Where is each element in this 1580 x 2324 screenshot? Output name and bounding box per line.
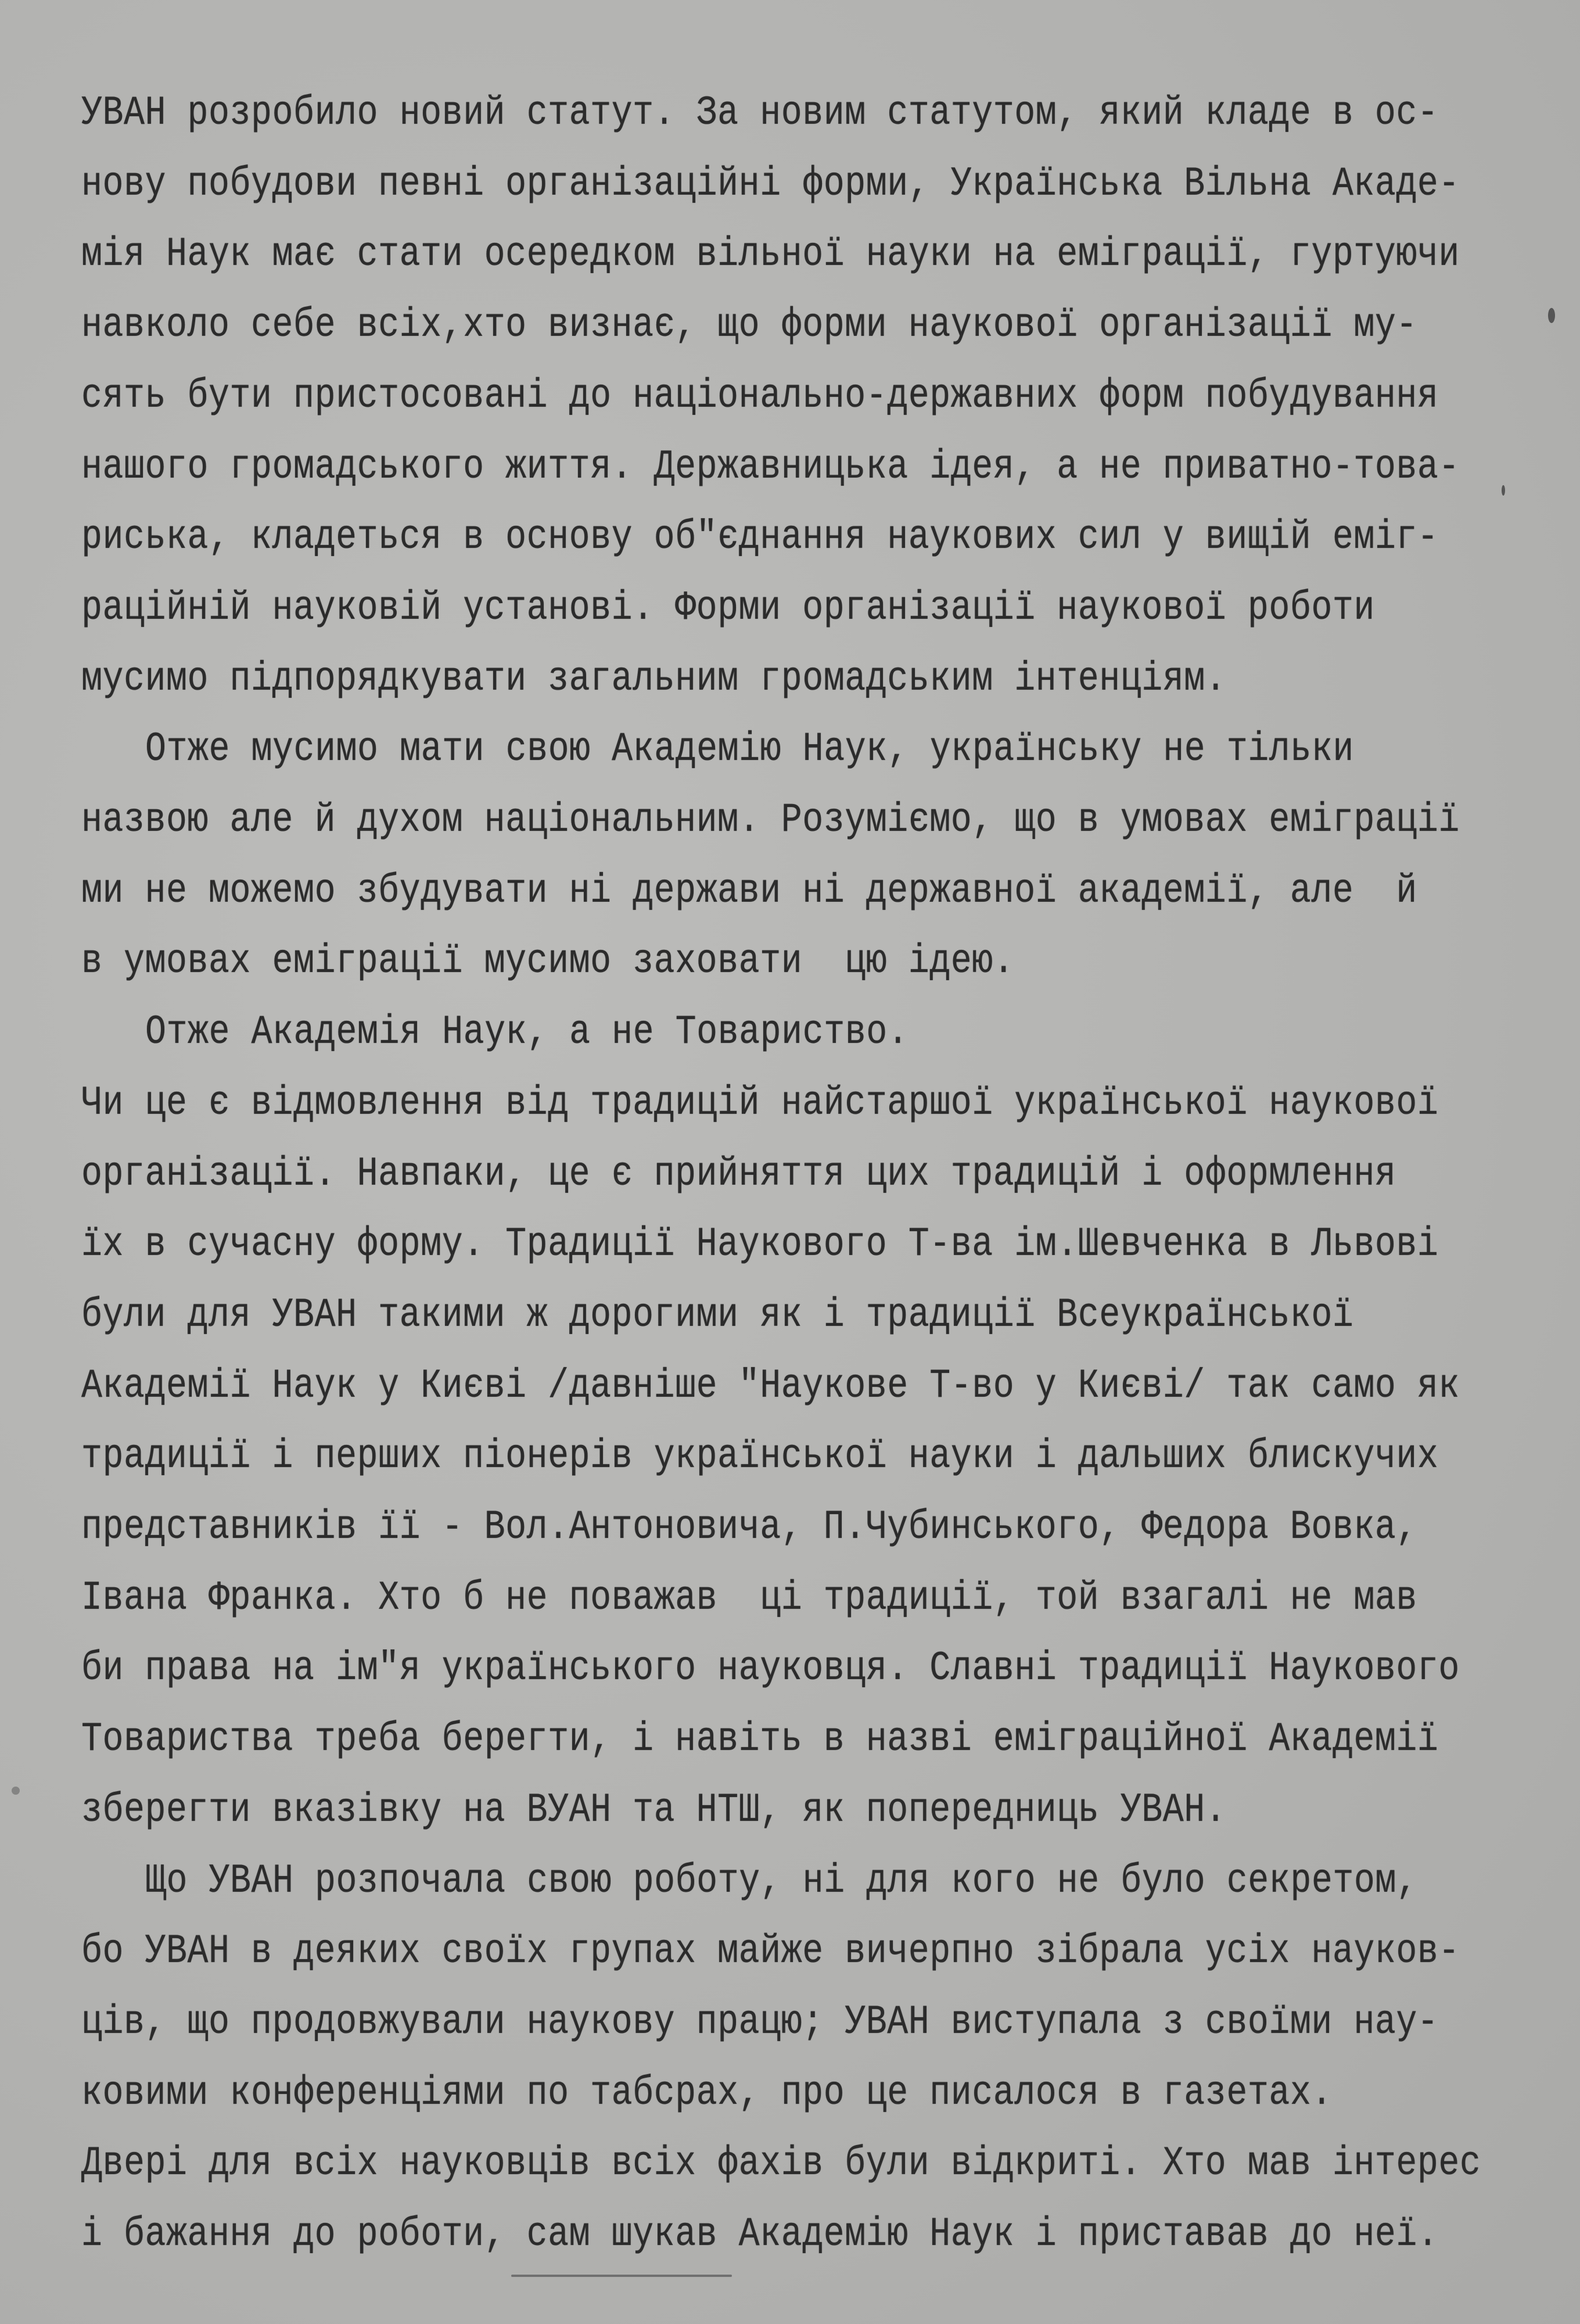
text-line: і бажання до роботи, сам шукав Академію Наук і приставав до неї. — [81, 2211, 1439, 2258]
pencil-underline — [511, 2275, 732, 2277]
text-line: ковими конференціями по табсрах, про це писалося в газетах. — [81, 2070, 1333, 2117]
text-line: сять бути пристосовані до національно-державних форм побудування — [81, 372, 1439, 420]
text-line: Чи це є відмовлення від традицій найстаршої української наукової — [81, 1079, 1439, 1127]
text-line: нашого громадського життя. Державницька ідея, а не приватно-това- — [81, 443, 1460, 490]
text-line: бо УВАН в деяких своїх групах майже вичерпно зібрала усіх науков- — [81, 1928, 1460, 1975]
text-line: риська, кладеться в основу об"єднання наукових сил у вищій еміг- — [81, 514, 1439, 561]
text-line: ми не можемо збудувати ні держави ні державної академії, але й — [81, 867, 1417, 914]
text-line: Академії Наук у Києві /давніше "Наукове Т-во у Києві/ так само як — [81, 1362, 1460, 1410]
text-line: Отже мусимо мати свою Академію Наук, українську не тільки — [145, 726, 1354, 773]
text-line: ців, що продовжували наукову працю; УВАН виступала з своїми нау- — [81, 1999, 1439, 2046]
text-line: мусимо підпорядкувати загальним громадським інтенціям. — [81, 655, 1227, 702]
text-line: Двері для всіх науковців всіх фахів були відкриті. Хто мав інтерес — [81, 2140, 1481, 2187]
text-line: би права на ім"я українського науковця. Славні традиції Наукового — [81, 1645, 1460, 1692]
text-line: їх в сучасну форму. Традиції Наукового Т-ва ім.Шевченка в Львові — [81, 1221, 1439, 1268]
text-line: представників її - Вол.Антоновича, П.Чубинського, Федора Вовка, — [81, 1504, 1417, 1551]
text-line: організації. Навпаки, це є прийняття цих традицій і оформлення — [81, 1150, 1396, 1197]
text-line: традиції і перших піонерів української науки і дальших блискучих — [81, 1433, 1439, 1480]
ink-blot — [12, 1787, 20, 1795]
ink-blot — [1502, 485, 1505, 496]
text-line: Отже Академія Наук, а не Товариство. — [145, 1009, 909, 1056]
text-line: нову побудови певні організаційні форми, Українська Вільна Акаде- — [81, 160, 1460, 207]
text-line: УВАН розробило новий статут. За новим статутом, який кладе в ос- — [81, 90, 1439, 137]
text-line: мія Наук має стати осередком вільної науки на еміграції, гуртуючи — [81, 231, 1460, 278]
text-line: в умовах еміграції мусимо заховати цю ідею. — [81, 938, 1015, 985]
text-line: Що УВАН розпочала свою роботу, ні для кого не було секретом, — [145, 1857, 1418, 1905]
text-line: були для УВАН такими ж дорогими як і традиції Всеукраїнської — [81, 1292, 1354, 1339]
text-line: навколо себе всіх,хто визнає, що форми наукової організації му- — [81, 302, 1417, 349]
ink-blot — [1548, 308, 1555, 323]
text-line: раційній науковій установі. Форми організації наукової роботи — [81, 584, 1375, 632]
text-line: Товариства треба берегти, і навіть в назві еміграційної Академії — [81, 1716, 1439, 1763]
text-line: Івана Франка. Хто б не поважав ці традиції, той взагалі не мав — [81, 1575, 1417, 1622]
text-line: зберегти вказівку на ВУАН та НТШ, як попередниць УВАН. — [81, 1787, 1227, 1834]
text-line: назвою але й духом національним. Розуміємо, що в умовах еміграції — [81, 797, 1460, 844]
